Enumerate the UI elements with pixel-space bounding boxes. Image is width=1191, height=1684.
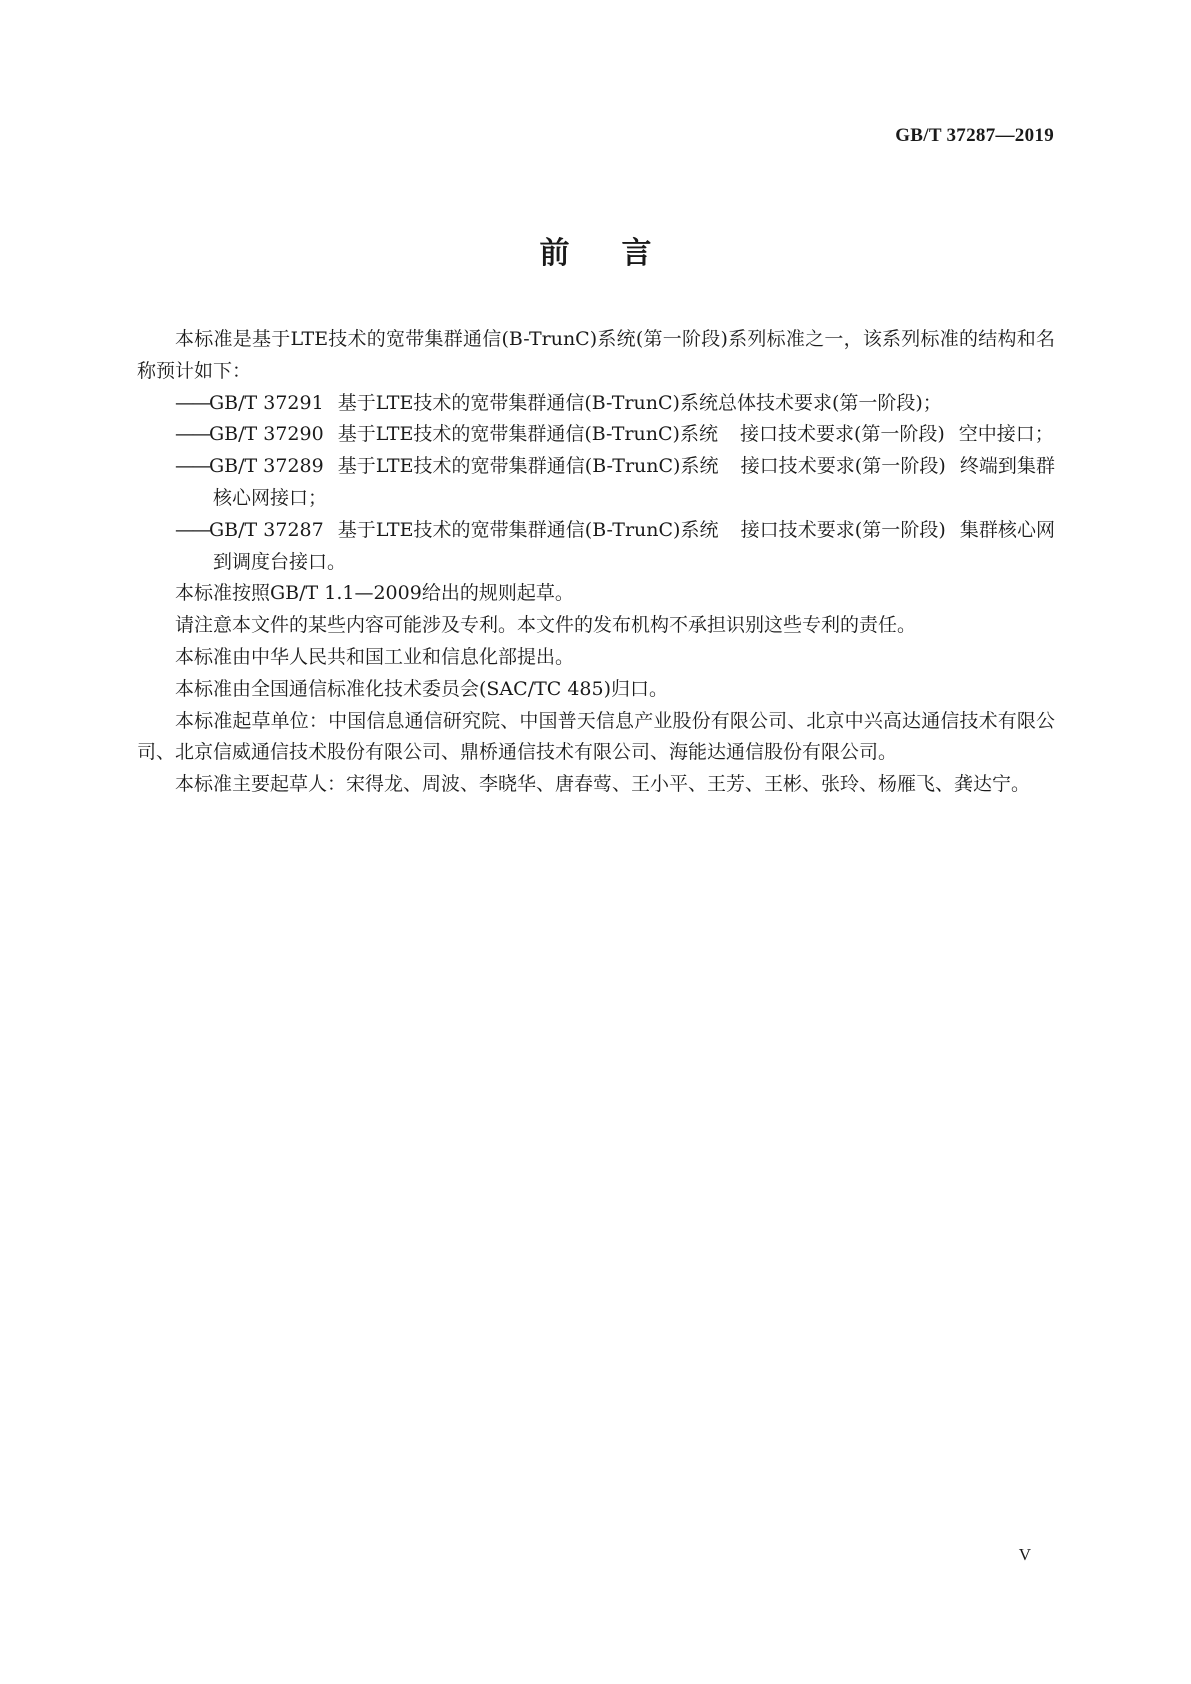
series-code: GB/T 37291 xyxy=(209,391,324,414)
drafting-units-paragraph: 本标准起草单位：中国信息通信研究院、中国普天信息产业股份有限公司、北京中兴高达通信技术有限公司、北京信威通信技术股份有限公司、鼎桥通信技术有限公司、海能达通信股份有限公司。 xyxy=(137,709,1055,764)
drafters-paragraph: 本标准主要起草人：宋得龙、周波、李晓华、唐春莺、王小平、王芳、王彬、张玲、杨雁飞、龚达宁。 xyxy=(175,773,1031,796)
list-dash: —— xyxy=(175,423,209,446)
series-code: GB/T 37290 xyxy=(209,423,324,446)
patent-notice-paragraph: 请注意本文件的某些内容可能涉及专利。本文件的发布机构不承担识别这些专利的责任。 xyxy=(175,614,917,637)
list-dash: —— xyxy=(175,391,209,414)
series-name: 基于LTE技术的宽带集群通信(B-TrunC)系统总体技术要求(第一阶段)； xyxy=(337,391,942,414)
series-part: 接口技术要求(第一阶段) xyxy=(739,423,945,446)
list-dash: —— xyxy=(175,518,209,541)
series-name: 基于LTE技术的宽带集群通信(B-TrunC)系统 xyxy=(337,455,719,478)
page-title: 前言 xyxy=(539,236,704,271)
series-sub: 集群核心网到调度台接口。 xyxy=(213,518,1055,573)
series-code: GB/T 37287 xyxy=(209,518,324,541)
proposer-paragraph: 本标准由中华人民共和国工业和信息化部提出。 xyxy=(175,645,575,668)
committee-paragraph: 本标准由全国通信标准化技术委员会(SAC/TC 485)归口。 xyxy=(175,677,669,700)
series-part: 接口技术要求(第一阶段) xyxy=(740,455,946,478)
intro-paragraph: 本标准是基于LTE技术的宽带集群通信(B-TrunC)系统(第一阶段)系列标准之一，该系列标准的结构和名称预计如下： xyxy=(137,328,1055,382)
series-part: 接口技术要求(第一阶段) xyxy=(740,518,946,541)
series-name: 基于LTE技术的宽带集群通信(B-TrunC)系统 xyxy=(337,423,718,446)
standard-code: GB/T 37287—2019 xyxy=(895,125,1054,146)
series-item xyxy=(137,419,1055,451)
page-number: V xyxy=(1018,1545,1031,1564)
series-sub: 终端到集群核心网接口； xyxy=(213,455,1055,509)
series-name: 基于LTE技术的宽带集群通信(B-TrunC)系统 xyxy=(337,518,719,541)
series-sub: 空中接口； xyxy=(958,423,1054,446)
drafting-rules-paragraph: 本标准按照GB/T 1.1—2009给出的规则起草。 xyxy=(175,582,574,605)
foreword-body xyxy=(137,324,1055,801)
series-code: GB/T 37289 xyxy=(209,455,324,478)
list-dash: —— xyxy=(175,455,209,478)
series-item xyxy=(137,388,1055,420)
series-item xyxy=(137,515,1055,579)
series-item xyxy=(137,451,1055,515)
